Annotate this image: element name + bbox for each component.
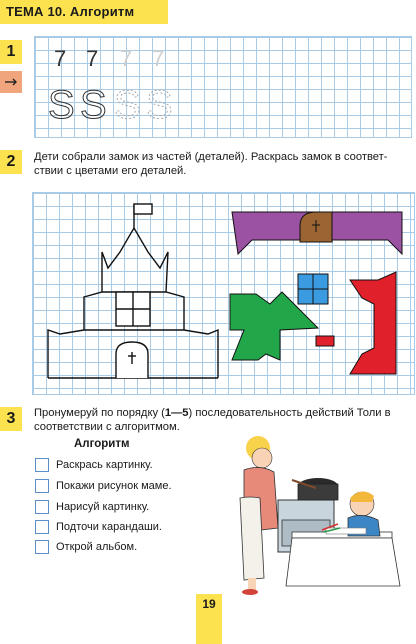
- letter-s: S: [80, 83, 107, 127]
- page-number: 19: [202, 597, 216, 611]
- arrow-badge: [0, 71, 22, 93]
- step-label-5: Открой альбом.: [56, 541, 138, 553]
- algorithm-title: Алгоритм: [74, 438, 130, 450]
- arrow-right-icon: [0, 71, 22, 93]
- step-label-2: Покажи рисунок маме.: [56, 480, 172, 492]
- step-checkbox-4[interactable]: [35, 520, 49, 534]
- digit-seven: 7: [86, 46, 99, 71]
- letter-s-trace: S: [114, 83, 141, 127]
- digit-seven: 7: [54, 46, 67, 71]
- kitchen-illustration: [230, 428, 416, 598]
- task-3-line-2: соответствии с алгоритмом.: [34, 421, 180, 433]
- step-checkbox-5[interactable]: [35, 540, 49, 554]
- step-checkbox-1[interactable]: [35, 458, 49, 472]
- task-number-2: 2: [0, 150, 22, 174]
- colored-parts: [32, 192, 415, 395]
- task-2-line-2: ствии с цветами его деталей.: [34, 165, 187, 177]
- digit-seven-trace: 7: [120, 46, 133, 71]
- task-number-3: 3: [0, 407, 22, 431]
- letter-s: S: [48, 83, 75, 127]
- task-2-line-1: Дети собрали замок из частей (деталей). Раскрась замок в соответ-: [34, 151, 388, 163]
- step-checkbox-3[interactable]: [35, 500, 49, 514]
- step-checkbox-2[interactable]: [35, 479, 49, 493]
- topic-title: ТЕМА 10. Алгоритм: [6, 4, 135, 19]
- task-2-text: [34, 150, 414, 178]
- digit-seven-trace: 7: [152, 46, 165, 71]
- step-label-4: Подточи карандаши.: [56, 521, 162, 533]
- task-3-line-1: Пронумеруй по порядку (1—5) последовательность действий Толи в: [34, 407, 391, 419]
- step-label-3: Нарисуй картинку.: [56, 501, 150, 513]
- copybook-strokes: [34, 36, 412, 138]
- letter-s-trace: S: [146, 83, 173, 127]
- task-number-1: 1: [0, 40, 22, 64]
- step-label-1: Раскрась картинку.: [56, 459, 153, 471]
